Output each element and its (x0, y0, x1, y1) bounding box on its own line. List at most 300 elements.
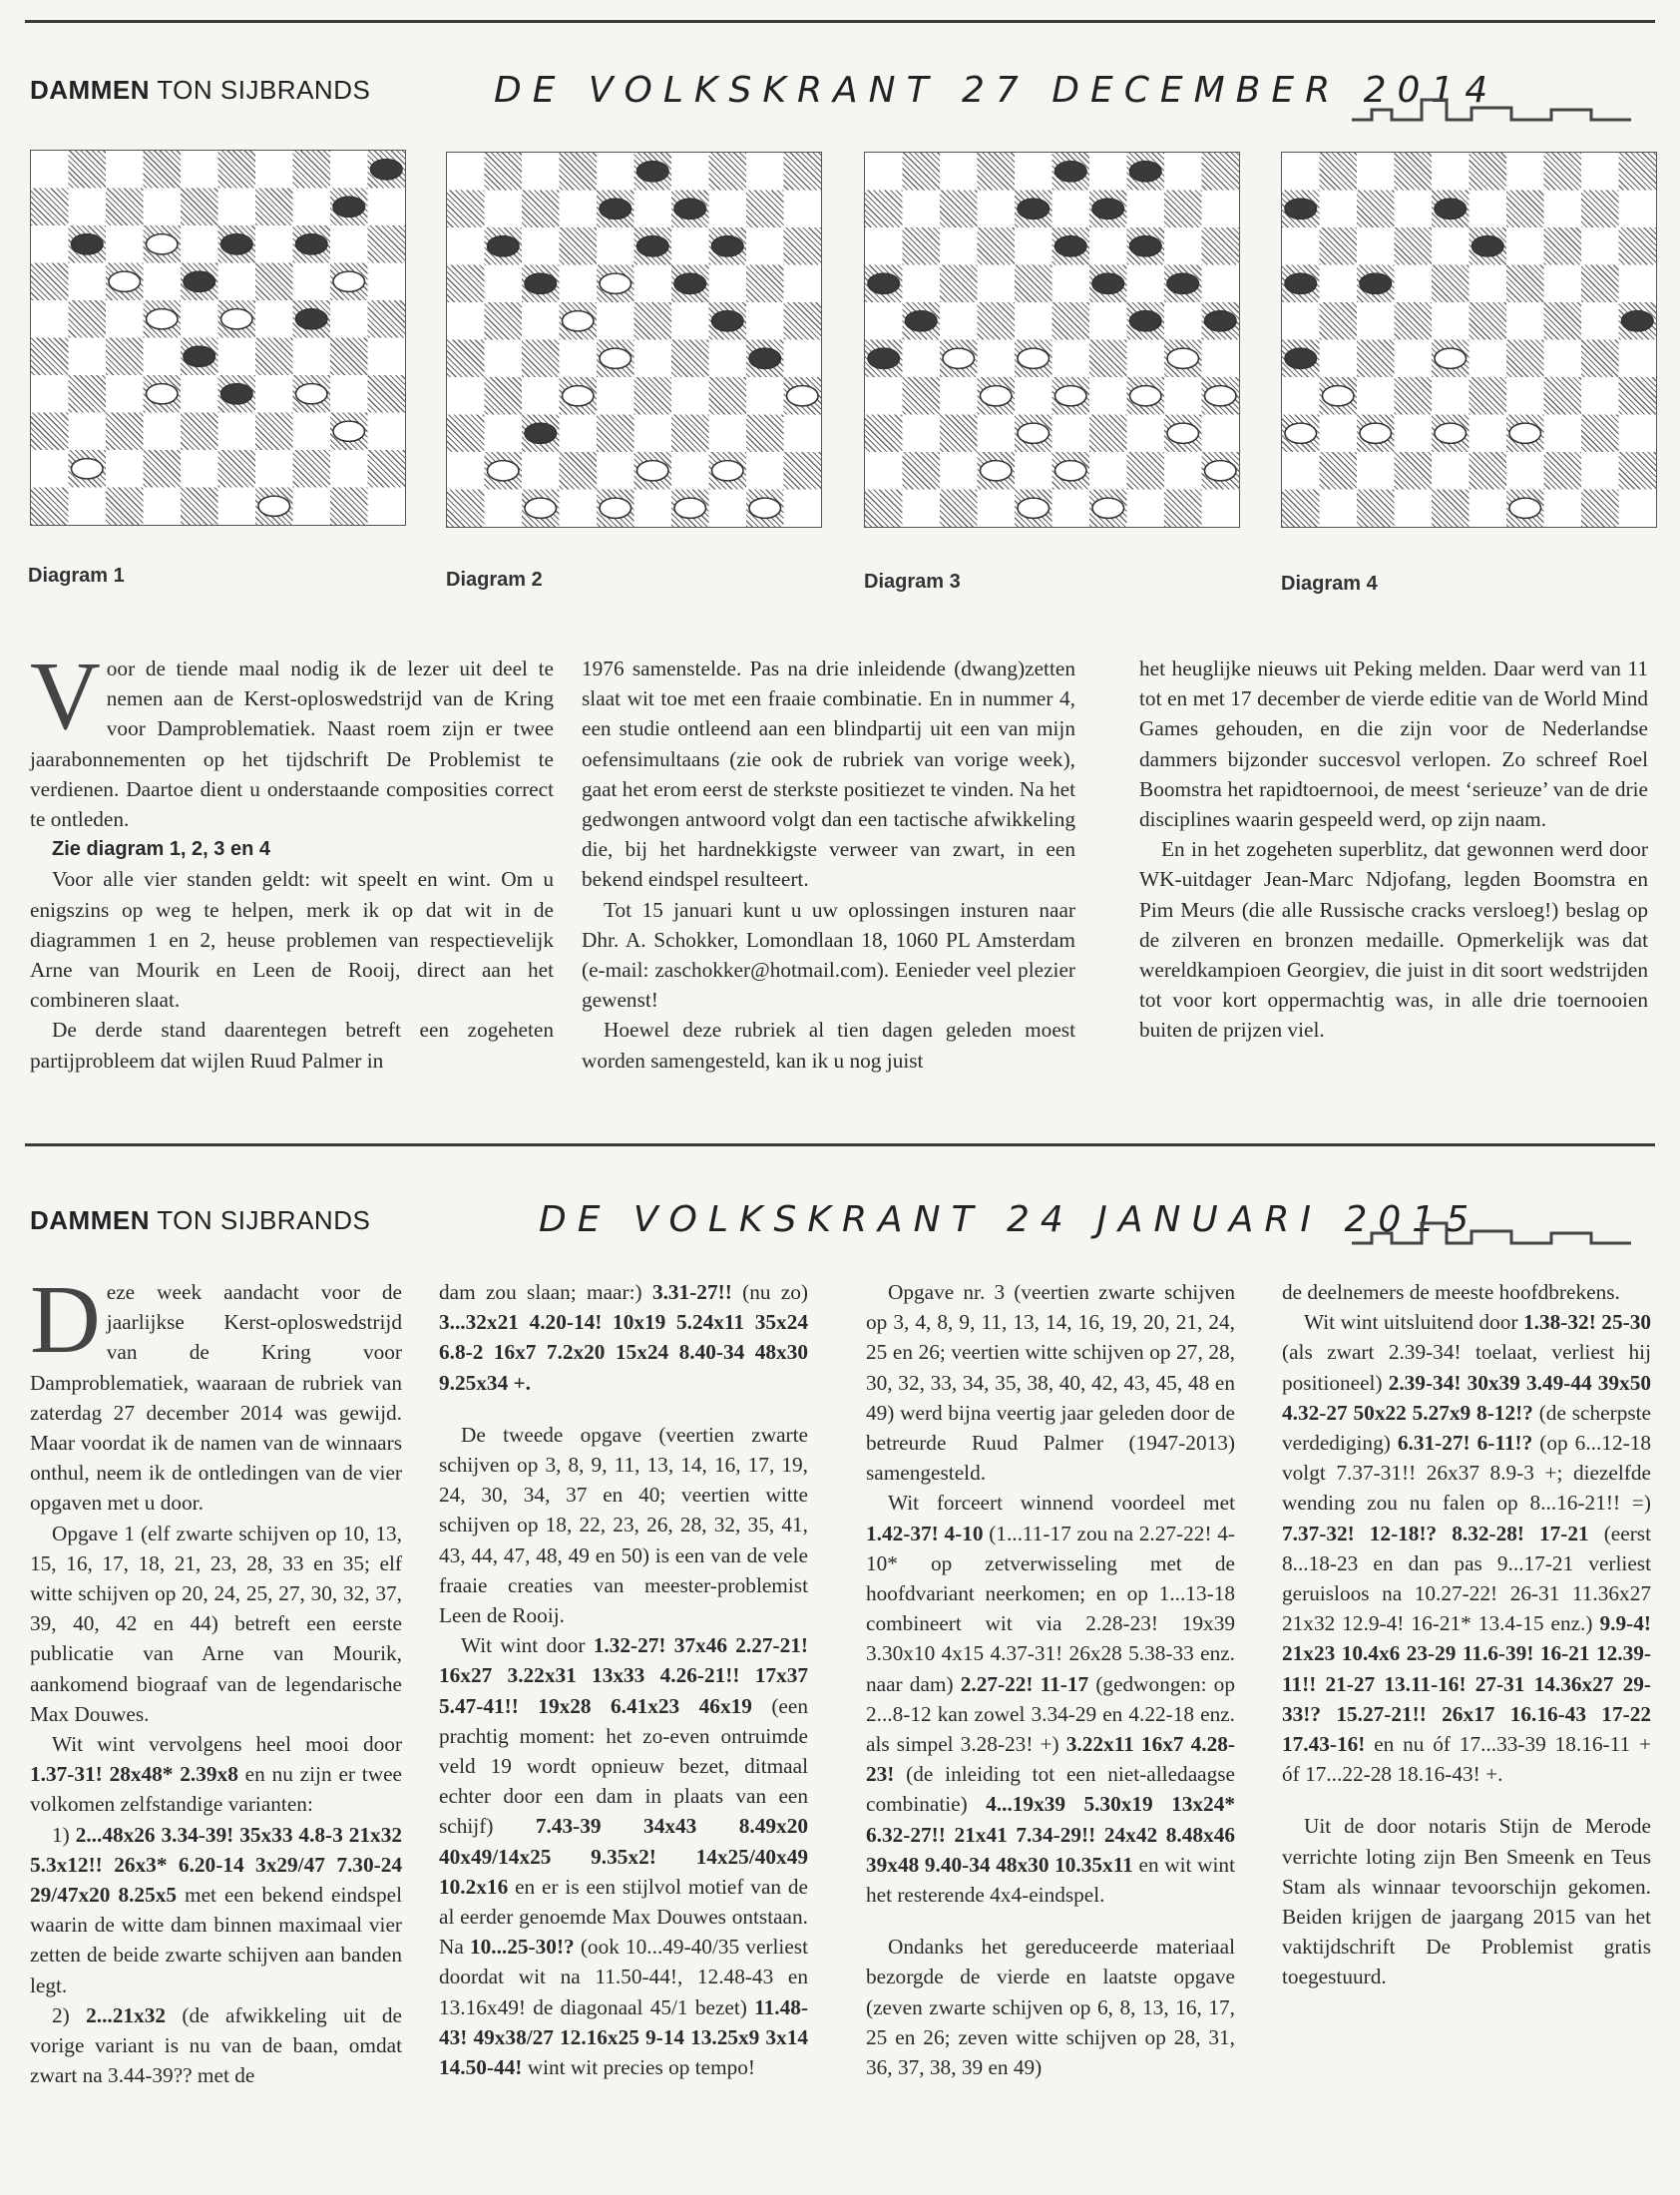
light-square (1164, 227, 1202, 265)
light-square (1164, 153, 1202, 191)
black-piece-20 (1167, 273, 1199, 293)
light-square (522, 227, 560, 265)
light-square (1395, 265, 1433, 303)
light-square (978, 490, 1016, 528)
white-piece-12 (147, 234, 179, 254)
light-square (1544, 265, 1582, 303)
white-piece-20 (333, 271, 365, 291)
white-piece-45 (1205, 461, 1237, 481)
light-square (181, 450, 218, 488)
light-square (709, 191, 747, 228)
light-square (31, 151, 69, 189)
white-piece-23 (221, 309, 253, 329)
light-square (330, 225, 368, 263)
light-square (69, 189, 107, 226)
white-piece-43 (1055, 461, 1087, 481)
light-square (1581, 302, 1619, 340)
diagram-3-pieces (865, 153, 1239, 527)
white-piece-30 (1167, 348, 1199, 368)
white-piece-42 (981, 461, 1013, 481)
black-piece-14 (296, 234, 328, 254)
light-square (1202, 415, 1240, 453)
light-square (368, 263, 406, 301)
light-square (106, 151, 144, 189)
black-piece-8 (1435, 199, 1467, 219)
light-square (1581, 452, 1619, 490)
light-square (218, 263, 256, 301)
light-square (1052, 340, 1090, 378)
light-square (1320, 340, 1358, 378)
light-square (1470, 415, 1507, 453)
light-square (485, 265, 523, 303)
light-square (634, 191, 672, 228)
white-piece-28 (1435, 348, 1467, 368)
light-square (903, 340, 941, 378)
light-square (31, 375, 69, 413)
white-piece-49 (674, 498, 706, 518)
light-square (1395, 191, 1433, 228)
light-square (447, 153, 485, 191)
light-square (1432, 452, 1470, 490)
light-square (1127, 191, 1165, 228)
black-piece-26 (868, 348, 900, 368)
light-square (1470, 490, 1507, 528)
light-square (1470, 340, 1507, 378)
light-square (181, 225, 218, 263)
light-square (746, 452, 784, 490)
bottom-col1-p1: eze week aandacht voor de jaarlijkse Kerst-oploswedstrijd van de Kring voor Damproblematiek, waaraan de rubriek van zaterdag 27 december 2014 was gewijd. Maar voordat ik de namen van de winnaars onthul, neem ik de ontledingen van de vier opgaven met u door. (30, 1280, 402, 1516)
light-square (634, 490, 672, 528)
white-piece-36 (1285, 423, 1317, 443)
light-square (1506, 302, 1544, 340)
diagram-board-4 (1281, 152, 1657, 528)
light-square (671, 452, 709, 490)
light-square (560, 191, 598, 228)
light-square (1395, 340, 1433, 378)
light-square (1089, 302, 1127, 340)
light-square (1357, 452, 1395, 490)
light-square (1127, 415, 1165, 453)
white-piece-31 (1323, 386, 1355, 406)
white-piece-32 (147, 384, 179, 404)
light-square (865, 153, 903, 191)
white-piece-50 (749, 498, 781, 518)
light-square (1320, 415, 1358, 453)
white-piece-34 (1130, 386, 1162, 406)
light-square (330, 151, 368, 189)
light-square (255, 375, 293, 413)
light-square (1357, 227, 1395, 265)
light-square (69, 413, 107, 451)
black-piece-4 (1130, 162, 1162, 182)
light-square (368, 413, 406, 451)
light-square (1470, 191, 1507, 228)
light-square (218, 413, 256, 451)
light-square (784, 415, 822, 453)
light-square (1581, 377, 1619, 415)
light-square (560, 265, 598, 303)
light-square (709, 490, 747, 528)
light-square (865, 452, 903, 490)
light-square (903, 191, 941, 228)
bottom-col3-p3: Ondanks het gereduceerde materiaal bezorgde de vierde en laatste opgave (zeven zwarte schijven op 6, 8, 13, 16, 17, 25 en 26; zeven witte schijven op 28, 31, 36, 37, 38, 39 en 49) (866, 1935, 1235, 2080)
diagram-label-1: Diagram 1 (28, 565, 125, 587)
light-square (784, 490, 822, 528)
light-square (330, 450, 368, 488)
light-square (784, 191, 822, 228)
light-square (1544, 415, 1582, 453)
light-square (1506, 377, 1544, 415)
bottom-crown-ornament (1352, 1215, 1631, 1255)
black-piece-16 (1285, 273, 1317, 293)
black-piece-19 (674, 273, 706, 293)
top-col2-p3: Hoewel deze rubriek al tien dagen geleden moest worden samengesteld, kan ik u nog juist (582, 1018, 1075, 1073)
light-square (940, 153, 978, 191)
black-piece-13 (637, 236, 669, 256)
light-square (746, 377, 784, 415)
bottom-column-3: Opgave nr. 3 (veertien zwarte schijven op 3, 4, 8, 9, 11, 13, 14, 16, 19, 20, 21, 24, 25 en 26; veertien witte schijven op 27, 28, 30, 32, 33, 34, 35, 38, 40, 42, 43, 45, 48 en 49) werd bijna veertig jaar geleden door de betreurde Ruud Palmer (1947-2013) samengesteld. Wit forceert winnend voordeel met 1.42-37! 4-10 (1...11-17 zou na 2.27-22! 4-10* op zetverwisseling met de hoofdvariant neerkomen; en op 1...13-18 combineert wit via 2.28-23! 19x39 3.30x10 4x15 4.37-31! 26x28 5.38-33 enz. naar dam) 2.27-22! 11-17 (gedwongen: op 2...8-12 kan zowel 3.34-29 en 4.22-18 enz. als simpel 3.28-23! +) 3.22x11 16x7 4.28-23! (de inleiding tot een niet-alledaagse combinatie) 4...19x39 5.30x19 13x24* 6.32-27!! 21x41 7.34-29!! 24x42 8.48x46 39x48 9.40-34 48x30 10.35x11 en wit wint het resterende 4x4-eindspel. Ondanks het gereduceerde materiaal bezorgde de vierde en laatste opgave (zeven zwarte schijven op 6, 8, 13, 16, 17, 25 en 26; zeven witte schijven op 28, 31, 36, 37, 38, 39 en 49) (866, 1277, 1235, 2082)
white-piece-35 (1205, 386, 1237, 406)
light-square (1619, 490, 1657, 528)
light-square (1052, 191, 1090, 228)
top-rule (25, 20, 1655, 23)
bottom-col4-p1: de deelnemers de meeste hoofdbrekens. (1282, 1280, 1620, 1304)
black-piece-6 (1285, 199, 1317, 219)
light-square (1127, 340, 1165, 378)
black-piece-17 (1360, 273, 1392, 293)
light-square (330, 375, 368, 413)
light-square (368, 338, 406, 376)
light-square (903, 490, 941, 528)
light-square (1089, 227, 1127, 265)
black-piece-24 (1130, 311, 1162, 331)
diagram-1-pieces (31, 151, 405, 525)
light-square (1357, 302, 1395, 340)
diagram-board-2 (446, 152, 822, 528)
light-square (368, 189, 406, 226)
top-col3-p2: En in het zogeheten superblitz, dat gewonnen werd door WK-uitdager Jean-Marc Ndjofang, legden Boomstra en Pim Meurs (die alle Russische cracks versloeg!) beslag op de zilveren en bronzen medaille. Opmerkelijk was dat wereldkampioen Georgiev, die juist in dit soort wedstrijden tot voor kort oppermachtig was, in alle drie toernooien buiten de prijzen viel. (1139, 837, 1648, 1043)
black-piece-24 (296, 309, 328, 329)
light-square (1052, 415, 1090, 453)
light-square (1506, 452, 1544, 490)
light-square (634, 340, 672, 378)
light-square (1127, 490, 1165, 528)
black-piece-18 (184, 271, 215, 291)
light-square (1202, 191, 1240, 228)
bottom-column-2: dam zou slaan; maar:) 3.31-27!! (nu zo) 3...32x21 4.20-14! 10x19 5.24x11 35x24 6.8-2 16x7 7.2x20 15x24 8.40-34 48x30 9.25x34 +. De tweede opgave (veertien zwarte schijven op 3, 8, 9, 11, 13, 14, 16, 17, 19, 24, 30, 34, 37 en 40; veertien witte schijven op 18, 22, 23, 26, 28, 32, 35, 41, 43, 44, 47, 48, 49 en 50) is een van de vele fraaie creaties van meester-problemist Leen de Rooij. Wit wint door 1.32-27! 37x46 2.27-21! 16x27 3.22x31 13x33 4.26-21!! 17x37 5.47-41!! 19x28 6.41x23 46x19 (een prachtig moment: het zo-even ontruimde veld 19 wordt opnieuw bezet, ditmaal echter door een dam in plaats van een schijf) 7.43-39 34x43 8.49x20 40x49/14x25 9.35x2! 14x25/40x49 10.2x16 en er is een stijlvol motief van de al eerder genoemde Max Douwes ontstaan. Na 10...25-30!? (ook 10...49-40/35 verliest doordat wit na 11.50-44!, 12.48-43 en 13.16x49! de diagonaal 45/1 bezet) 11.48-43! 49x38/27 12.16x25 9-14 13.25x9 3x14 14.50-44! wint wit precies op tempo! (439, 1280, 809, 2080)
white-piece-34 (296, 384, 328, 404)
white-piece-40 (1167, 423, 1199, 443)
light-square (1282, 377, 1320, 415)
top-author: TON SIJBRANDS (157, 75, 371, 105)
bottom-section-header (30, 1205, 370, 1236)
light-square (31, 225, 69, 263)
light-square (485, 490, 523, 528)
black-piece-25 (1205, 311, 1237, 331)
light-square (940, 377, 978, 415)
white-piece-49 (1092, 498, 1124, 518)
light-square (903, 415, 941, 453)
light-square (1544, 490, 1582, 528)
white-piece-35 (787, 386, 819, 406)
black-piece-17 (525, 273, 557, 293)
light-square (218, 488, 256, 526)
bottom-column-1: Deze week aandacht voor de jaarlijkse Kerst-oploswedstrijd van de Kring voor Damproblematiek, waaraan de rubriek van zaterdag 27 december 2014 was gewijd. Maar voordat ik de namen van de winnaars onthul, neem ik de ontledingen van de vier opgaven met u door. Opgave 1 (elf zwarte schijven op 10, 13, 15, 16, 17, 18, 21, 23, 28, 33 en 35; elf witte schijven op 20, 24, 25, 27, 30, 32, 37, 39, 40, 42 en 44) betreft een eerste publicatie van Arne van Mourik, aankomend biograaf van de legendarische Max Douwes. Wit wint vervolgens heel mooi door 1.37-31! 28x48* 2.39x8 en nu zijn er twee volkomen zelfstandige varianten: 1) 2...48x26 3.34-39! 35x33 4.8-3 21x32 5.3x12!! 26x3* 6.20-14 3x29/47 7.30-24 29/47x20 8.25x5 met een bekend eindspel waarin de witte dam binnen maximaal vier zetten de beide zwarte schijven aan banden legt. 2) 2...21x32 (de afwikkeling uit de vorige variant is nu van de baan, omdat zwart na 3.44-39?? met de (30, 1266, 402, 2088)
light-square (634, 415, 672, 453)
black-piece-3 (637, 162, 669, 182)
light-square (1282, 452, 1320, 490)
light-square (447, 452, 485, 490)
light-square (106, 375, 144, 413)
light-square (671, 153, 709, 191)
light-square (940, 452, 978, 490)
white-piece-40 (333, 421, 365, 441)
light-square (978, 415, 1016, 453)
light-square (485, 191, 523, 228)
light-square (709, 265, 747, 303)
light-square (485, 340, 523, 378)
white-piece-32 (563, 386, 595, 406)
light-square (181, 151, 218, 189)
black-piece-25 (1622, 311, 1654, 331)
light-square (1619, 191, 1657, 228)
light-square (671, 377, 709, 415)
top-section-title: DAMMEN (30, 75, 150, 105)
top-col1-subhead: Zie diagram 1, 2, 3 en 4 (52, 838, 270, 861)
light-square (1015, 452, 1052, 490)
light-square (69, 263, 107, 301)
light-square (1052, 490, 1090, 528)
light-square (218, 338, 256, 376)
light-square (1164, 302, 1202, 340)
light-square (1320, 490, 1358, 528)
light-square (522, 302, 560, 340)
light-square (293, 189, 331, 226)
top-handwritten-date: DE VOLKSKRANT 27 DECEMBER 2014 (494, 70, 1499, 111)
light-square (1015, 302, 1052, 340)
light-square (746, 227, 784, 265)
light-square (560, 490, 598, 528)
light-square (485, 415, 523, 453)
light-square (1089, 377, 1127, 415)
white-piece-49 (258, 496, 290, 516)
diagram-label-4: Diagram 4 (1281, 573, 1378, 595)
light-square (293, 413, 331, 451)
white-piece-27 (943, 348, 975, 368)
white-piece-41 (72, 459, 104, 479)
light-square (1089, 452, 1127, 490)
light-square (368, 488, 406, 526)
light-square (1432, 153, 1470, 191)
light-square (597, 153, 634, 191)
light-square (330, 300, 368, 338)
black-piece-3 (1055, 162, 1087, 182)
black-piece-5 (371, 160, 403, 180)
light-square (255, 151, 293, 189)
black-piece-11 (488, 236, 520, 256)
top-crown-ornament (1352, 92, 1631, 132)
light-square (784, 340, 822, 378)
light-square (1202, 340, 1240, 378)
light-square (1506, 227, 1544, 265)
light-square (1619, 340, 1657, 378)
light-square (671, 227, 709, 265)
black-piece-26 (1285, 348, 1317, 368)
light-square (634, 265, 672, 303)
bottom-col1-p2: Opgave 1 (elf zwarte schijven op 10, 13, 15, 16, 17, 18, 21, 23, 28, 33 en 35; elf witte schijven op 20, 24, 25, 27, 30, 32, 37, 39, 40, 42 en 44) betreft een eerste publicatie van Arne van Mourik, aankomend biograaf van de legendarische Max Douwes. (30, 1521, 402, 1726)
white-piece-33 (1055, 386, 1087, 406)
light-square (1432, 227, 1470, 265)
black-piece-14 (1130, 236, 1162, 256)
diagram-label-2: Diagram 2 (446, 569, 543, 591)
light-square (903, 265, 941, 303)
black-piece-33 (221, 384, 253, 404)
bottom-col3-p1: Opgave nr. 3 (veertien zwarte schijven op 3, 4, 8, 9, 11, 13, 14, 16, 19, 20, 21, 24, 25 en 26; veertien witte schijven op 27, 28, 30, 32, 33, 34, 35, 38, 40, 42, 43, 45, 48 en 49) werd bijna veertig jaar geleden door de betreurde Ruud Palmer (1947-2013) samengesteld. (866, 1280, 1235, 1486)
light-square (255, 450, 293, 488)
black-piece-13 (221, 234, 253, 254)
light-square (1015, 153, 1052, 191)
light-square (940, 227, 978, 265)
white-piece-22 (147, 309, 179, 329)
light-square (1432, 377, 1470, 415)
black-piece-21 (906, 311, 938, 331)
light-square (1282, 227, 1320, 265)
light-square (1282, 302, 1320, 340)
top-column-2 (582, 654, 1075, 1076)
white-piece-37 (1360, 423, 1392, 443)
bottom-col4-p3: Uit de door notaris Stijn de Merode verrichte loting zijn Ben Smeenk en Teus Stam als winnaar tevoorschijn gekomen. Beiden krijgen de jaargang 2015 van het vaktijdschrift De Problemist gratis toegestuurd. (1282, 1814, 1651, 1989)
light-square (1619, 265, 1657, 303)
diagram-2-pieces (447, 153, 821, 527)
black-piece-37 (525, 423, 557, 443)
light-square (746, 153, 784, 191)
light-square (746, 302, 784, 340)
light-square (144, 488, 182, 526)
light-square (1619, 415, 1657, 453)
bottom-author: TON SIJBRANDS (157, 1205, 371, 1235)
black-piece-13 (1055, 236, 1087, 256)
white-piece-28 (1018, 348, 1050, 368)
light-square (597, 452, 634, 490)
black-piece-8 (1018, 199, 1050, 219)
black-piece-9 (1092, 199, 1124, 219)
diagram-board-3 (864, 152, 1240, 528)
white-piece-49 (1509, 498, 1541, 518)
top-column-3 (1139, 654, 1648, 1046)
white-piece-22 (563, 311, 595, 331)
light-square (597, 377, 634, 415)
light-square (1357, 377, 1395, 415)
white-piece-32 (981, 386, 1013, 406)
light-square (144, 189, 182, 226)
top-col1-p2: Voor alle vier standen geldt: wit speelt en wint. Om u enigszins op weg te helpen, merk ik op dat wit in de diagrammen 1 en 2, heuse problemen van respectievelijk Arne van Mourik en Leen de Rooij, direct aan het combineren slaat. (30, 867, 554, 1013)
light-square (1052, 265, 1090, 303)
dropcap-v: V (30, 643, 101, 750)
light-square (784, 265, 822, 303)
light-square (522, 153, 560, 191)
bottom-column-4: de deelnemers de meeste hoofdbrekens. Wit wint uitsluitend door 1.38-32! 25-30 (als zwart 2.39-34! toelaat, verliest hij positioneel) 2.39-34! 30x39 3.49-44 39x50 4.32-27 50x22 5.27x9 8-12!? (de scherpste verdediging) 6.31-27! 6-11!? (op 6...12-18 volgt 7.37-31!! 26x37 8.9-3 +; diezelfde wending zou nu falen op 8...16-21!! =) 7.37-32! 12-18!? 8.32-28! 17-21 (eerst 8...18-23 en dan pas 9...17-21 verliest geruisloos na 10.27-22! 26-31 11.36x27 21x32 12.9-4! 16-21* 13.4-15 enz.) 9.9-4! 21x23 10.4x6 23-29 11.6-39! 16-21 12.39-11!! 21-27 13.11-16! 27-31 14.36x27 29-33!? 15.27-21!! 26x17 16.16-43 17-22 17.43-16! en nu óf 17...33-39 18.16-11 + óf 17...22-28 18.16-43! +. Uit de door notaris Stijn de Merode verrichte loting zijn Ben Smeenk en Teus Stam als winnaar tevoorschijn gekomen. Beiden krijgen de jaargang 2015 van het vaktijdschrift De Problemist gratis toegestuurd. (1282, 1277, 1651, 1992)
light-square (597, 227, 634, 265)
light-square (255, 225, 293, 263)
top-col2-p1: 1976 samenstelde. Pas na drie inleidende (dwang)zetten slaat wit toe met een fraaie combinatie. En in nummer 4, een studie ontleend aan een blindpartij uit een van mijn oefensimultaans (zie ook de rubriek van vorige week), gaat het erom eerst de sterkste positiezet te vinden. Na het gedwongen antwoord volgt dan een tactische afwikkeling die, bij het hardnekkigste verweer van zwart, in een bekend eindspel resulteert. (582, 657, 1075, 892)
light-square (447, 227, 485, 265)
light-square (144, 338, 182, 376)
light-square (1432, 302, 1470, 340)
light-square (1581, 153, 1619, 191)
white-piece-47 (525, 498, 557, 518)
light-square (671, 302, 709, 340)
dropcap-d: D (30, 1266, 101, 1374)
white-piece-18 (600, 273, 631, 293)
diagram-4-pieces (1282, 153, 1656, 527)
black-piece-13 (1472, 236, 1504, 256)
black-piece-24 (712, 311, 744, 331)
white-piece-48 (1018, 498, 1050, 518)
black-piece-11 (72, 234, 104, 254)
white-piece-38 (1018, 423, 1050, 443)
light-square (106, 300, 144, 338)
light-square (1164, 377, 1202, 415)
bottom-col2-p2: De tweede opgave (veertien zwarte schijven op 3, 8, 9, 11, 13, 14, 16, 17, 19, 24, 30, 34, 37 en 40; veertien witte schijven op 18, 22, 23, 26, 28, 32, 35, 41, 43, 44, 47, 48, 49 en 50) is een van de vele fraaie creaties van meester-problemist Leen de Rooij. (439, 1422, 808, 1628)
light-square (1202, 490, 1240, 528)
diagram-label-3: Diagram 3 (864, 571, 961, 593)
black-piece-9 (674, 199, 706, 219)
light-square (69, 338, 107, 376)
top-col1-p1: oor de tiende maal nodig ik de lezer uit deel te nemen aan de Kerst-oploswedstrijd van de Kring voor Damproblematiek. Naast roem zijn er twee jaarabonnementen op het tijdschrift De Problemist te verdienen. Daartoe dient u onderstaande composities correct te ontleden. (30, 657, 554, 832)
light-square (144, 413, 182, 451)
top-col2-p2: Tot 15 januari kunt u uw oplossingen insturen naar Dhr. A. Schokker, Lomondlaan 18, 1060 PL Amsterdam (e-mail: zaschokker@hotmail.com). Eenieder veel plezier gewenst! (582, 897, 1075, 1013)
light-square (1164, 452, 1202, 490)
light-square (31, 300, 69, 338)
light-square (106, 450, 144, 488)
white-piece-28 (600, 348, 631, 368)
light-square (978, 191, 1016, 228)
light-square (865, 302, 903, 340)
light-square (1089, 153, 1127, 191)
top-column-1 (30, 643, 554, 1076)
light-square (522, 377, 560, 415)
light-square (1506, 153, 1544, 191)
light-square (1544, 191, 1582, 228)
light-square (1015, 377, 1052, 415)
top-section-header (30, 75, 370, 106)
light-square (144, 263, 182, 301)
light-square (1015, 227, 1052, 265)
light-square (1127, 265, 1165, 303)
white-piece-39 (1509, 423, 1541, 443)
bottom-handwritten-date: DE VOLKSKRANT 24 JANUARI 2015 (539, 1199, 1480, 1240)
light-square (218, 189, 256, 226)
black-piece-28 (184, 346, 215, 366)
light-square (865, 377, 903, 415)
light-square (447, 302, 485, 340)
light-square (865, 227, 903, 265)
top-col3-p1: het heuglijke nieuws uit Peking melden. Daar werd van 11 tot en met 17 december de vierde editie van de World Mind Games gehouden, en die zijn voor de Nederlandse dammers bijzonder succesvol verlopen. Zo schreef Roel Boomstra het rapidtoernooi, de meest ‘serieuze’ van de drie disciplines waarin gespeeld werd, op zijn naam. (1139, 657, 1648, 832)
black-piece-8 (600, 199, 631, 219)
light-square (978, 265, 1016, 303)
light-square (293, 263, 331, 301)
black-piece-30 (749, 348, 781, 368)
light-square (69, 488, 107, 526)
light-square (1395, 490, 1433, 528)
black-piece-10 (333, 197, 365, 217)
white-piece-44 (712, 461, 744, 481)
light-square (940, 302, 978, 340)
white-piece-48 (600, 498, 631, 518)
light-square (1320, 265, 1358, 303)
bottom-rule (25, 1143, 1655, 1146)
light-square (106, 225, 144, 263)
